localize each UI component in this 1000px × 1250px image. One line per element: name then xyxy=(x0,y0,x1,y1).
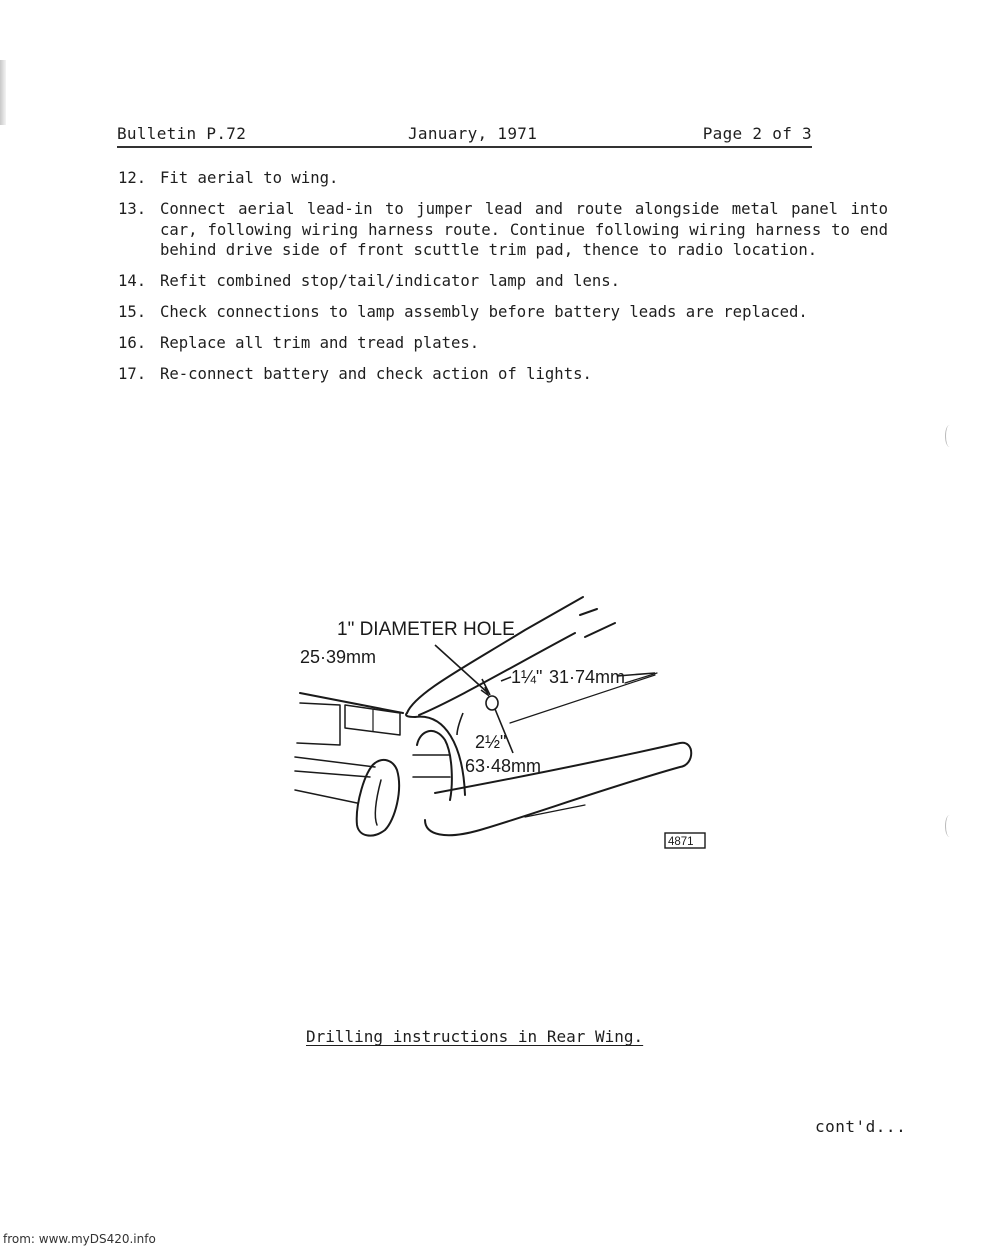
figure-ref-number: 4871 xyxy=(668,836,694,848)
bulletin-date: January, 1971 xyxy=(408,124,538,143)
rear-window xyxy=(297,703,340,745)
hole-size-mm: 25·39mm xyxy=(300,647,377,667)
fin-tip xyxy=(406,713,415,717)
figure-caption: Drilling instructions in Rear Wing. xyxy=(306,1027,644,1046)
scan-margin-mark xyxy=(0,60,6,125)
step-text: Replace all trim and tread plates. xyxy=(160,334,480,352)
page-number: Page 2 of 3 xyxy=(702,124,812,143)
instruction-step xyxy=(118,199,888,261)
source-footer: from: www.myDS420.info xyxy=(3,1232,156,1246)
dimension-annotations xyxy=(435,645,655,753)
step-number: 15. xyxy=(118,303,147,321)
bumper-overrider xyxy=(357,760,399,836)
dim2-mm: 63·48mm xyxy=(465,756,542,776)
binder-hole-mark xyxy=(945,425,954,447)
step-number: 14. xyxy=(118,272,147,290)
instruction-step xyxy=(118,271,888,292)
dim1-inches: 1¼" xyxy=(511,667,543,687)
diagram-svg xyxy=(285,585,725,860)
body-crease-lower xyxy=(295,771,370,777)
dim2-inches: 2½" xyxy=(475,732,507,752)
hole-leader-line xyxy=(435,645,488,693)
step-number: 12. xyxy=(118,169,147,187)
step-text: Connect aerial lead-in to jumper lead and route alongside metal panel into car, following wiring harness route. Continue following wiring harness to end behind drive side of front scuttle trim pad, thence to radio location. xyxy=(160,200,888,259)
step-text: Fit aerial to wing. xyxy=(160,169,339,187)
step-text: Check connections to lamp assembly before battery leads are replaced. xyxy=(160,303,808,321)
instruction-step xyxy=(118,333,888,354)
body-crease xyxy=(295,757,375,767)
instruction-list xyxy=(118,168,888,395)
page-header xyxy=(117,124,812,148)
step-number: 13. xyxy=(118,200,147,218)
dim1-mm: 31·74mm xyxy=(549,667,626,687)
wing-top-edge xyxy=(407,597,583,713)
boot-lid-edge xyxy=(300,693,403,713)
rear-wing-drilling-diagram xyxy=(285,585,725,860)
drill-hole xyxy=(486,696,498,710)
binder-hole-mark xyxy=(945,815,954,837)
continued-note: cont'd... xyxy=(815,1117,907,1136)
valance xyxy=(295,790,357,803)
dim2-arrow-left xyxy=(457,713,463,735)
instruction-step xyxy=(118,168,888,189)
hole-size-label: 1" DIAMETER HOLE xyxy=(337,619,515,640)
wing-upper-dash xyxy=(585,623,615,637)
lamp-housing xyxy=(417,731,452,800)
instruction-step xyxy=(118,302,888,323)
overrider-detail xyxy=(375,780,381,825)
step-text: Re-connect battery and check action of lights. xyxy=(160,365,592,383)
wing-top-dash xyxy=(580,609,597,615)
step-text: Refit combined stop/tail/indicator lamp and lens. xyxy=(160,272,621,290)
instruction-step xyxy=(118,364,888,385)
step-number: 17. xyxy=(118,365,147,383)
step-number: 16. xyxy=(118,334,147,352)
dim1-tick xyxy=(501,677,511,681)
bulletin-number: Bulletin P.72 xyxy=(117,124,247,143)
